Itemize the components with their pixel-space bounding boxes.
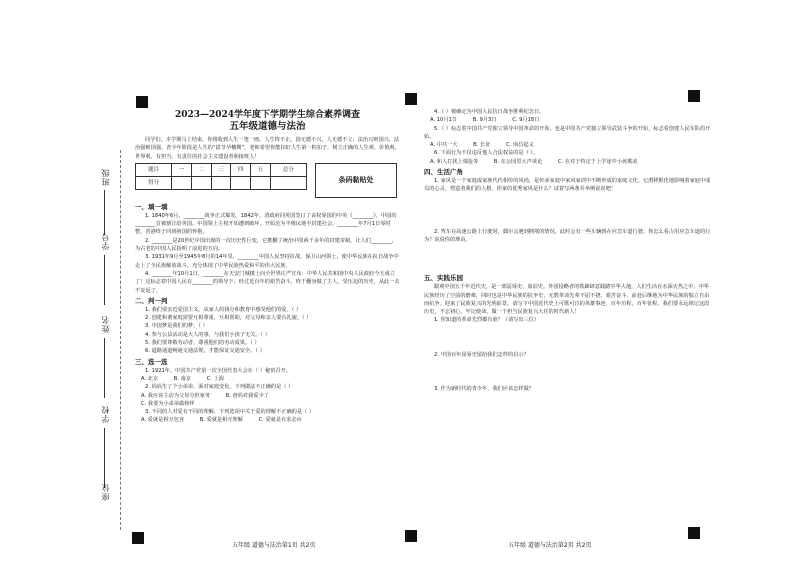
- choice-options: [135, 375, 400, 383]
- choice-options: [135, 416, 400, 424]
- choice-options: [424, 116, 714, 124]
- score-cell: 三: [211, 163, 231, 176]
- spine-line: [104, 255, 105, 305]
- practice-question: 3. 作为新时代的青少年，我们应该怎样做？: [434, 386, 534, 393]
- choice-option: B. 爱就是相互理解: [199, 417, 243, 424]
- page-1-footer: 五年级 道德与法治第1页 共2页: [232, 542, 316, 549]
- score-area: [135, 163, 400, 199]
- score-value-row: [136, 176, 307, 189]
- score-cell[interactable]: [172, 176, 192, 189]
- life-question: 2. 驾车在高速公路上行驶时，偶尔会遇到拥堵的情况。此时会有一些车辆到在应急车道行驶。你怎么看占用应急车道的行为？说说你的理由。: [424, 228, 711, 243]
- choice-question: 5.（ ）标志着中国共产党独立领导中国革命的开始，也是中国共产党独立领导武装斗争的开始，标志着创建人民军队的开始。: [424, 125, 711, 140]
- choice-option: B. 在公园里大声谈论: [493, 158, 543, 165]
- practice-question: 1. 你知道的革命先烈都有谁？（请写出三位）: [434, 317, 540, 324]
- practice-intro: 跋观中国五千年近代史，是一部屈辱史、血泪史。外国侵略者的铁蹄肆意践踏中华大地，人们生活在水深火热之中。中华民族经历了空前的磨难，同时也是中华民族的抗争史，无数革命先辈不屈不挠、艰苦奋斗，前赴后继地为中华民族的独立自由而抗争。迎来了民族复兴的光明前景。请写下中国近代史上可歌可泣的英雄事迹，百年历程，百年征程，我们要永远铭记这段历史，不忘初心，牢记使命，做一个担当民族复兴大任的时代新人！: [424, 284, 710, 316]
- answer-space[interactable]: [424, 194, 714, 228]
- score-cell: 总分: [270, 163, 306, 176]
- exam-page-2: [424, 108, 714, 393]
- section-heading-choose: 三、选一选: [135, 357, 168, 366]
- fill-question: 4. ________年10月1日，________在天安门城楼上向全世界庄严宣布：中华人民共和国中央人民政府今天成立了！这标志着中国人民在________的领导下，经过近百年的艰苦奋斗，终于翻身做了主人，受压迫的历史，从此一去不复返了。: [135, 270, 400, 294]
- page-2-footer: 五年级 道德与法治第2页 共2页: [508, 542, 592, 549]
- score-cell[interactable]: [191, 176, 211, 189]
- choice-option: B. 长征: [473, 142, 491, 149]
- choice-question: 3. 不同的人对爱有不同的理解，下列选项中关于爱的理解不正确的是（ ）: [145, 409, 315, 416]
- choice-option: A. 中共一大: [430, 142, 458, 149]
- judge-question: 2. 创建和谐家庭需要互相尊重，互相帮助，对父母和亲人要有礼貌。（ ）: [145, 315, 312, 322]
- spine-label-seat: 座位: [101, 483, 110, 501]
- score-cell: 得分: [136, 176, 172, 189]
- spine-line: [104, 190, 105, 235]
- intro-paragraph: 同学们，本学期马上结束，你将收到人生一笔一画，人生终不止。国无德不兴，人无德不立；法治兴则国兴，法治强则国强。青少年阶段是人生的“拔节孕穗期”，老师希望你能扣好人生第一粒扣子，树立正确的人生观、价值观、世界观，有担当、有责任的社会主义建设者和接班人！: [135, 137, 400, 160]
- choice-option: C. 9月18日: [512, 117, 540, 124]
- section-heading-practice: 五、实践乐园: [424, 274, 463, 283]
- answer-space[interactable]: [424, 359, 714, 385]
- section-heading-fill: 一、填一填: [135, 202, 168, 211]
- score-cell: 二: [191, 163, 211, 176]
- spine-label-name: 姓名: [101, 315, 110, 333]
- section-heading-life: 四、生活广角: [424, 168, 463, 177]
- spine-label-school: 学校: [101, 405, 110, 423]
- answer-space[interactable]: [424, 244, 714, 272]
- registration-mark: [405, 530, 417, 542]
- choice-option: A. 10月1日: [430, 117, 458, 124]
- choice-option: B. 爸妈对我爱少了: [225, 392, 269, 399]
- binding-dashed-line: [120, 150, 121, 530]
- judge-question: 6. 道路通道畅通交通法规，才能保证交通安全。（ ）: [145, 348, 265, 355]
- choice-option: B. 9月3日: [472, 117, 497, 124]
- barcode-box: 条码黏贴处: [315, 163, 397, 198]
- score-table: [135, 163, 307, 190]
- choice-question: 1. 1921年，中国共产党第一次全国代表大会在（ ）秘密召开。: [145, 367, 291, 374]
- choice-option: C. 在对于特定于上学途中小孩欺凌: [557, 158, 638, 165]
- registration-mark: [405, 93, 417, 105]
- choice-options: [135, 400, 400, 408]
- exam-page-1: [135, 110, 400, 425]
- choice-option: C. 南昌起义: [506, 142, 534, 149]
- registration-mark: [688, 90, 700, 102]
- exam-subtitle: 五年级道德与法治: [229, 121, 306, 132]
- choice-question: 2. 妈妈生了个小弟弟，面对家庭变化，下列做法不正确的是（ ）: [145, 384, 294, 391]
- life-question: 1. 家风是一个家庭或家族代代相传的风尚，是传承家庭中家风家训中不断形成的家庭文化。它潜移默化地影响着家庭中成员的心灵，塑造着我们的人格。你家的优秀家风是什么？试着写两条并举例说说吧！: [424, 178, 711, 193]
- fill-question: 2. ________是20世纪中国出现的一次历史性巨变，它推翻了统治中国两千多年的封建帝制，让人们________，为古老的中国人民指明了前进的方向。: [135, 237, 397, 253]
- registration-mark: [132, 532, 144, 544]
- choice-question: 6. 下面行为不仅违反他人合法权益的是（ ）。: [434, 150, 539, 157]
- spine-line: [104, 338, 105, 398]
- choice-question: 4.（ ）被确定为中国人民抗日战争胜利纪念日。: [434, 109, 545, 115]
- score-header-row: [136, 163, 307, 176]
- judge-question: 5. 我们要尊敬劳动者，尊重他们的劳动成果。（ ）: [145, 340, 260, 347]
- score-cell: 题目: [136, 163, 172, 176]
- judge-question: 3. 中国梦是我们的梦。（ ）: [145, 323, 208, 330]
- choice-options: [424, 141, 714, 149]
- score-cell[interactable]: [250, 176, 270, 189]
- score-cell: 一: [172, 163, 192, 176]
- choice-options: [424, 158, 714, 166]
- score-cell[interactable]: [231, 176, 251, 189]
- practice-question: 2. 中国百年屈辱史留给我们怎样的启示？: [434, 351, 529, 358]
- exam-title: 2023—2024学年度下学期学生综合素养调查: [174, 110, 361, 120]
- fill-question: 1. 1840年6月，________战争正式爆发。1842年，清政府同英国签订了丧权辱国的中英《________》，中国的________首被割让给英国。中国领土主权开始遭到破坏，开始沦为半殖民地半封建社会。________年7月1日零时整，香港终于回到祖国的怀抱。: [135, 212, 397, 236]
- choice-option: A. 我应该主动为父母分担家务: [141, 392, 211, 399]
- score-cell: 四: [231, 163, 251, 176]
- registration-mark: [688, 527, 700, 539]
- choice-option: C. 上海: [206, 375, 224, 382]
- spine-line: [104, 428, 105, 488]
- choice-option: A. 和人打扰上课抢等: [430, 158, 479, 165]
- binding-spine: [0, 0, 125, 561]
- spine-label-number: 学号: [101, 232, 110, 250]
- choice-options: [135, 392, 400, 400]
- answer-space[interactable]: [424, 325, 714, 351]
- judge-question: 4. 参与公益活动是大人的事，与我们小孩子无关。（ ）: [145, 331, 270, 338]
- section-heading-judge: 二、判一判: [135, 296, 168, 305]
- choice-option: B. 南京: [173, 375, 192, 382]
- registration-mark: [136, 96, 148, 108]
- fill-question: 3. 1931年9月至1945年8月的14年里，________中国人民坚持抗战，保卫山河领土，使中华民族在抗日战争中走上了全民族解放战斗，充分体现了中华民族热爱和平的伟大民族。: [135, 254, 399, 269]
- spine-label-class: 班级: [101, 168, 110, 186]
- choice-option: C. 我要为小弟弟做榜样: [141, 400, 195, 407]
- score-cell[interactable]: [211, 176, 231, 189]
- score-cell[interactable]: [270, 176, 306, 189]
- score-cell: 五: [250, 163, 270, 176]
- judge-question: 1. 我们要亲近爱国主义，从家人的钱分和教育中感受他们的爱。（ ）: [145, 306, 302, 313]
- choice-option: A. 北京: [141, 375, 159, 382]
- choice-option: A. 爱就是相互包容: [141, 417, 185, 424]
- choice-option: C. 爱就是有求必应: [258, 417, 302, 424]
